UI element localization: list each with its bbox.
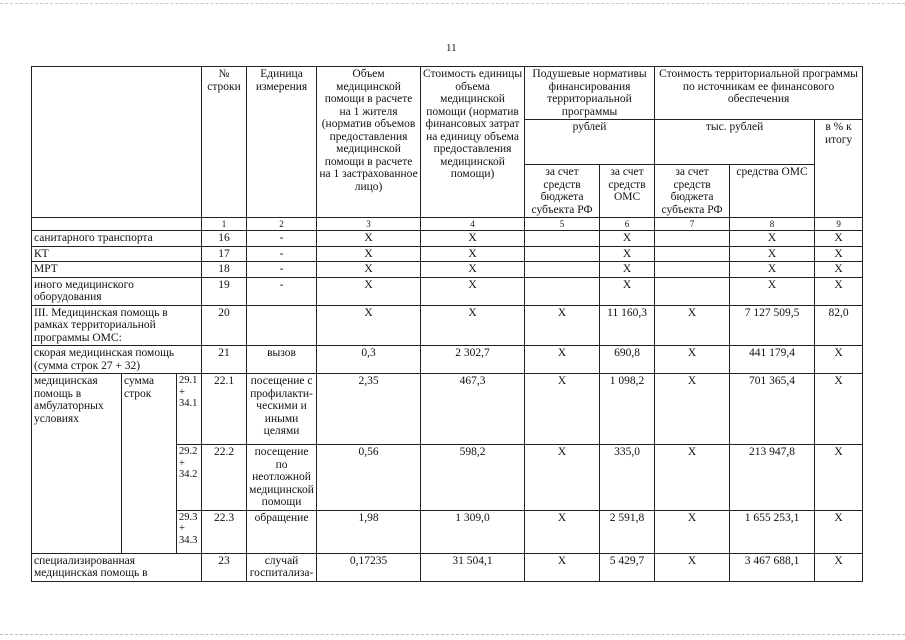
scan-edge-top [0, 3, 905, 4]
row-number: 22.1 [202, 374, 247, 445]
row-budget-rubles: Х [525, 346, 600, 374]
header-row-1 [32, 67, 863, 120]
row-reference: 29.2 + 34.2 [177, 445, 202, 511]
header-percent-total: в % к итогу [815, 120, 863, 218]
column-number: 3 [317, 218, 421, 231]
row-unit: - [247, 246, 317, 262]
column-number: 1 [202, 218, 247, 231]
row-unit: - [247, 277, 317, 305]
row-cost: Х [421, 277, 525, 305]
row-unit [247, 305, 317, 346]
row-budget-thousand: Х [655, 346, 730, 374]
row-oms-rubles: Х [600, 262, 655, 278]
row-oms-rubles: 335,0 [600, 445, 655, 511]
row-cost: 467,3 [421, 374, 525, 445]
row-volume: 2,35 [317, 374, 421, 445]
ambulatory-name: медицинская помощь в амбулаторных условиях [32, 374, 122, 554]
header-name-cell [32, 67, 202, 218]
column-number: 2 [247, 218, 317, 231]
row-percent: 82,0 [815, 305, 863, 346]
row-percent: Х [815, 231, 863, 247]
header-volume: Объем медицинской помощи в расчете на 1 жителя (норматив объемов предоставления медицинской помощи в расчете на 1 застрахованное лицо) [317, 67, 421, 218]
row-unit: - [247, 231, 317, 247]
row-budget-rubles: Х [525, 374, 600, 445]
row-percent: Х [815, 445, 863, 511]
scan-edge-bottom [0, 634, 905, 635]
row-oms-rubles: 2 591,8 [600, 510, 655, 553]
row-oms-rubles: Х [600, 246, 655, 262]
row-percent: Х [815, 277, 863, 305]
header-thousand-rubles: тыс. рублей [655, 120, 815, 165]
row-volume: Х [317, 277, 421, 305]
row-budget-thousand [655, 277, 730, 305]
row-oms-thousand: 701 365,4 [730, 374, 815, 445]
row-unit: посещение с профилакти-ческими и иными целями [247, 374, 317, 445]
row-oms-thousand: Х [730, 277, 815, 305]
table-row [32, 262, 863, 278]
row-oms-rubles: 690,8 [600, 346, 655, 374]
row-name: специализированная медицинская помощь в [32, 553, 202, 581]
table-row [32, 374, 863, 445]
table-row [32, 346, 863, 374]
row-name: скорая медицинская помощь (сумма строк 27 + 32) [32, 346, 202, 374]
row-number: 19 [202, 277, 247, 305]
row-percent: Х [815, 510, 863, 553]
row-volume: 0,3 [317, 346, 421, 374]
row-budget-thousand [655, 231, 730, 247]
column-number: 6 [600, 218, 655, 231]
header-oms-2: средства ОМС [730, 165, 815, 218]
column-number: 9 [815, 218, 863, 231]
header-per-capita: Подушевые нормативы финансирования территориальной программы [525, 67, 655, 120]
header-rubles: рублей [525, 120, 655, 165]
row-reference: 29.3 + 34.3 [177, 510, 202, 553]
row-name: III. Медицинская помощь в рамках территориальной программы ОМС: [32, 305, 202, 346]
row-name: санитарного транспорта [32, 231, 202, 247]
row-oms-thousand: Х [730, 262, 815, 278]
column-number: 7 [655, 218, 730, 231]
row-cost: 31 504,1 [421, 553, 525, 581]
row-cost: Х [421, 305, 525, 346]
row-oms-thousand: 441 179,4 [730, 346, 815, 374]
row-budget-rubles [525, 246, 600, 262]
row-percent: Х [815, 374, 863, 445]
header-budget-rf: за счет средств бюджета субъекта РФ [525, 165, 600, 218]
row-budget-thousand: Х [655, 305, 730, 346]
row-budget-rubles: Х [525, 305, 600, 346]
table-row [32, 305, 863, 346]
row-unit: - [247, 262, 317, 278]
row-oms-thousand: 3 467 688,1 [730, 553, 815, 581]
header-oms-funds: за счет средств ОМС [600, 165, 655, 218]
row-oms-rubles: 5 429,7 [600, 553, 655, 581]
row-name: МРТ [32, 262, 202, 278]
row-volume: Х [317, 305, 421, 346]
row-budget-thousand: Х [655, 445, 730, 511]
row-percent: Х [815, 553, 863, 581]
row-oms-thousand: 1 655 253,1 [730, 510, 815, 553]
header-row-no: № строки [202, 67, 247, 218]
row-number: 18 [202, 262, 247, 278]
row-cost: Х [421, 262, 525, 278]
row-budget-thousand: Х [655, 553, 730, 581]
row-number: 22.3 [202, 510, 247, 553]
row-volume: Х [317, 246, 421, 262]
row-volume: 0,56 [317, 445, 421, 511]
page-number: 11 [446, 42, 457, 54]
column-number-row [32, 218, 863, 231]
row-number: 22.2 [202, 445, 247, 511]
row-budget-thousand: Х [655, 374, 730, 445]
row-oms-thousand: 213 947,8 [730, 445, 815, 511]
row-percent: Х [815, 346, 863, 374]
row-budget-rubles [525, 231, 600, 247]
row-volume: 0,17235 [317, 553, 421, 581]
row-unit: вызов [247, 346, 317, 374]
row-cost: 2 302,7 [421, 346, 525, 374]
row-percent: Х [815, 246, 863, 262]
header-budget-rf-2: за счет средств бюджета субъекта РФ [655, 165, 730, 218]
header-program-cost: Стоимость территориальной программы по источникам ее финансового обеспечения [655, 67, 863, 120]
table-row [32, 277, 863, 305]
row-volume: 1,98 [317, 510, 421, 553]
row-oms-rubles: 11 160,3 [600, 305, 655, 346]
row-number: 20 [202, 305, 247, 346]
row-oms-rubles: Х [600, 231, 655, 247]
row-oms-thousand: Х [730, 231, 815, 247]
column-number: 8 [730, 218, 815, 231]
row-percent: Х [815, 262, 863, 278]
row-number: 16 [202, 231, 247, 247]
header-cost: Стоимость единицы объема медицинской помощи (норматив финансовых затрат на единицу объема предоставления медицинской помощи) [421, 67, 525, 218]
row-budget-thousand: Х [655, 510, 730, 553]
row-volume: Х [317, 262, 421, 278]
row-budget-rubles: Х [525, 445, 600, 511]
row-budget-thousand [655, 262, 730, 278]
row-budget-rubles: Х [525, 553, 600, 581]
row-oms-rubles: Х [600, 277, 655, 305]
table-row [32, 553, 863, 581]
column-number: 5 [525, 218, 600, 231]
row-cost: 1 309,0 [421, 510, 525, 553]
row-unit: обращение [247, 510, 317, 553]
row-volume: Х [317, 231, 421, 247]
row-number: 23 [202, 553, 247, 581]
row-number: 17 [202, 246, 247, 262]
row-unit: случай госпитализа- [247, 553, 317, 581]
financing-table [31, 66, 863, 582]
row-oms-thousand: Х [730, 246, 815, 262]
row-budget-rubles [525, 262, 600, 278]
row-budget-rubles: Х [525, 510, 600, 553]
column-number-blank [32, 218, 202, 231]
column-number: 4 [421, 218, 525, 231]
row-name: иного медицинского оборудования [32, 277, 202, 305]
row-oms-thousand: 7 127 509,5 [730, 305, 815, 346]
row-name: КТ [32, 246, 202, 262]
row-number: 21 [202, 346, 247, 374]
row-reference: 29.1 + 34.1 [177, 374, 202, 445]
ambulatory-sum-label: сумма строк [122, 374, 177, 554]
row-oms-rubles: 1 098,2 [600, 374, 655, 445]
table-row [32, 231, 863, 247]
row-budget-thousand [655, 246, 730, 262]
table-row [32, 246, 863, 262]
row-budget-rubles [525, 277, 600, 305]
row-cost: 598,2 [421, 445, 525, 511]
row-cost: Х [421, 231, 525, 247]
row-cost: Х [421, 246, 525, 262]
row-unit: посещение по неотложной медицинской помощи [247, 445, 317, 511]
header-unit: Единица измерения [247, 67, 317, 218]
